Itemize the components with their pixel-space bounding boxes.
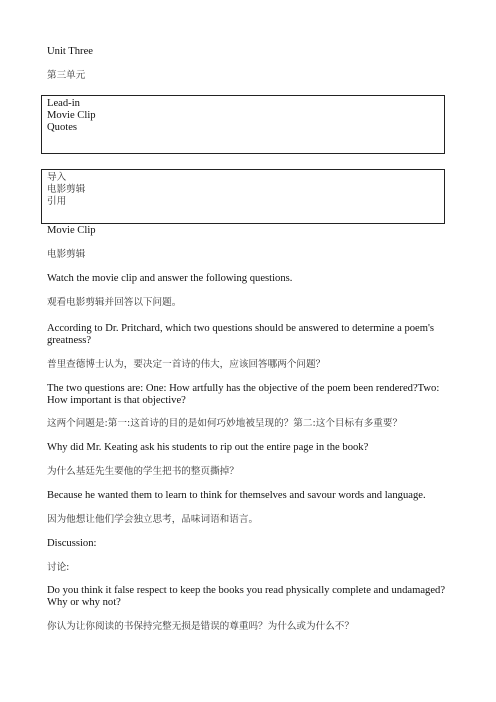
paragraph-en: The two questions are: One: How artfully has the objective of the poem been rendered?Two: How important is that objective? (47, 383, 440, 406)
paragraph-cn: 为什么基廷先生要他的学生把书的整页撕掉？ (47, 466, 239, 477)
unit-title-cn: 第三单元 (47, 70, 86, 81)
unit-title: Unit Three (47, 46, 93, 57)
contents-item-cn: 电影剪辑 (47, 184, 86, 195)
paragraph-en: Watch the movie clip and answer the following questions. (47, 273, 293, 284)
contents-item-cn: 导入 (47, 172, 67, 183)
discussion-heading: Discussion: (47, 538, 97, 549)
contents-item: Movie Clip (47, 110, 96, 121)
contents-item: Quotes (47, 122, 78, 133)
contents-box-cn (41, 169, 445, 224)
paragraph-cn: 观看电影剪辑并回答以下问题。 (47, 297, 182, 308)
discussion-heading-cn: 讨论: (47, 562, 70, 573)
paragraph-en: Do you think it false respect to keep the books you read physically complete and undamaged?Why or why not? (47, 585, 446, 608)
paragraph-cn: 你认为让你阅读的书保持完整无损是错误的尊重吗？为什么或为什么不？ (47, 621, 354, 632)
paragraph-cn: 普里查德博士认为，要决定一首诗的伟大，应该回答哪两个问题？ (47, 359, 326, 370)
paragraph-en: Because he wanted them to learn to think for themselves and savour words and language. (47, 490, 426, 501)
contents-item: Lead-in (47, 98, 80, 109)
section-heading: Movie Clip (47, 225, 96, 236)
paragraph-en: Why did Mr. Keating ask his students to rip out the entire page in the book? (47, 442, 369, 453)
contents-box-en (41, 95, 445, 154)
section-heading-cn: 电影剪辑 (47, 249, 86, 260)
paragraph-cn: 这两个问题是:第一:这首诗的目的是如何巧妙地被呈现的？第二:这个目标有多重要？ (47, 418, 403, 429)
contents-item-cn: 引用 (47, 196, 67, 207)
paragraph-en: According to Dr. Pritchard, which two questions should be answered to determine a poem's greatness? (47, 323, 435, 346)
paragraph-cn: 因为他想让他们学会独立思考，品味词语和语言。 (47, 514, 259, 525)
